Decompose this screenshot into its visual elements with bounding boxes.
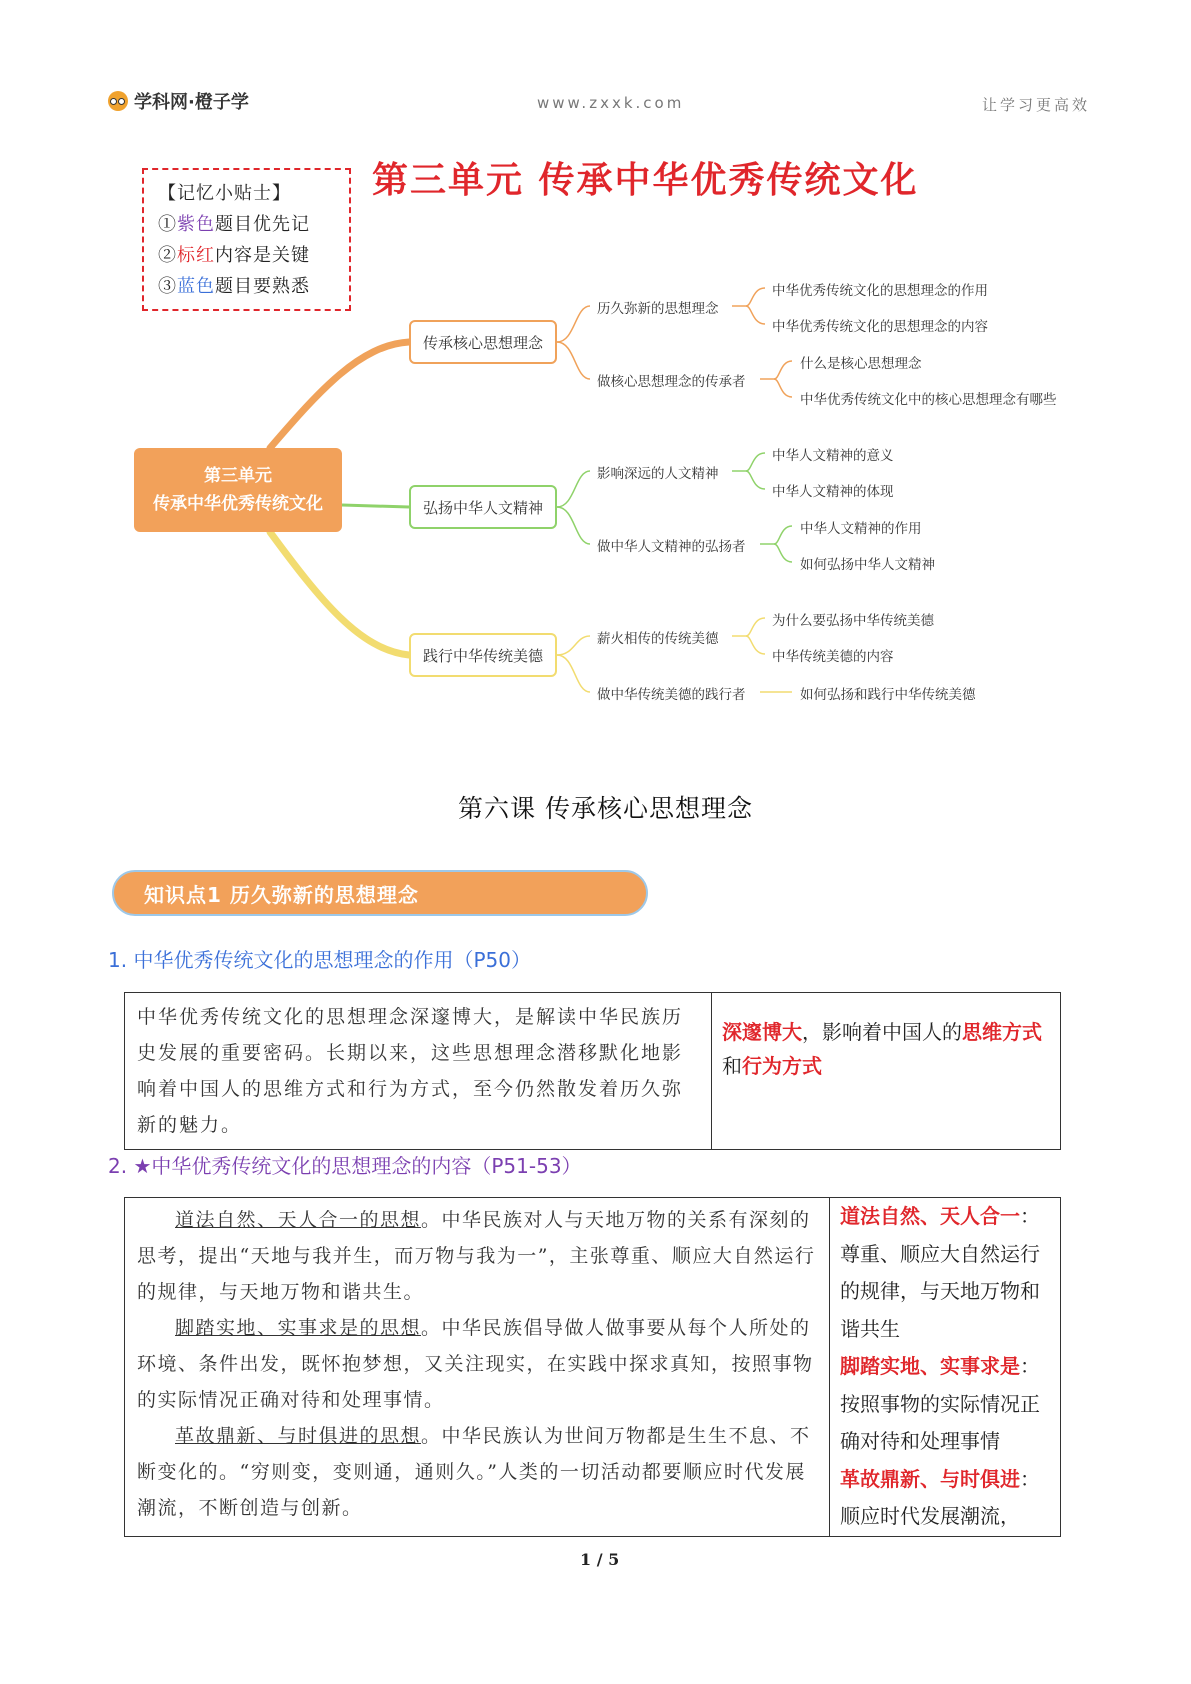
mindmap-branch-1: 传承核心思想理念 xyxy=(409,320,557,364)
memory-tip-1: ①紫色题目优先记 xyxy=(158,214,310,235)
mindmap-leaf: 如何弘扬中华人文精神 xyxy=(800,557,935,573)
site-url[interactable]: www.zxxk.com xyxy=(537,94,685,112)
section-1-summary: 深邃博大，影响着中国人的思维方式和行为方式 xyxy=(712,993,1061,1150)
mindmap-sub: 做核心思想理念的传承者 xyxy=(597,374,746,390)
mindmap-sub: 做中华传统美德的践行者 xyxy=(597,687,746,703)
mindmap-leaf: 中华人文精神的意义 xyxy=(772,448,894,464)
section-2-table xyxy=(124,1197,1061,1537)
memory-tips-heading: 【记忆小贴士】 xyxy=(158,183,291,204)
paragraph: 道法自然、天人合一的思想。中华民族对人与天地万物的关系有深刻的思考，提出“天地与我并生，而万物与我为一”，主张尊重、顺应大自然运行的规律，与天地万物和谐共生。 xyxy=(137,1209,816,1303)
mindmap-sub: 薪火相传的传统美德 xyxy=(597,631,719,647)
page-number: 1 / 5 xyxy=(580,1550,620,1569)
memory-tip-2: ②标红内容是关键 xyxy=(158,245,310,266)
mindmap-sub: 做中华人文精神的弘扬者 xyxy=(597,539,746,555)
paragraph: 革故鼎新、与时俱进的思想。中华民族认为世间万物都是生生不息、不断变化的。“穷则变，变则通，通则久。”人类的一切活动都要顺应时代发展潮流，不断创造与创新。 xyxy=(137,1425,811,1519)
mindmap-leaf: 中华人文精神的作用 xyxy=(800,521,922,537)
summary-item: 道法自然、天人合一：尊重、顺应大自然运行的规律，与天地万物和谐共生 xyxy=(840,1204,1040,1341)
mindmap-leaf: 如何弘扬和践行中华传统美德 xyxy=(800,687,976,703)
section-2-heading: 2. ★中华优秀传统文化的思想理念的内容（P51-53） xyxy=(108,1154,582,1178)
mindmap-root: 第三单元 传承中华优秀传统文化 xyxy=(134,448,342,532)
logo-text: 学科网·橙子学 xyxy=(134,92,249,113)
unit-title: 第三单元 传承中华优秀传统文化 xyxy=(372,160,919,201)
knowledge-point-banner: 知识点1 历久弥新的思想理念 xyxy=(112,870,648,916)
mindmap-sub: 影响深远的人文精神 xyxy=(597,466,719,482)
section-1-heading: 1. 中华优秀传统文化的思想理念的作用（P50） xyxy=(108,948,531,972)
mindmap-connectors xyxy=(0,0,1191,720)
mindmap-leaf: 什么是核心思想理念 xyxy=(800,356,922,372)
mindmap-leaf: 为什么要弘扬中华传统美德 xyxy=(772,613,934,629)
lesson-title: 第六课 传承核心思想理念 xyxy=(458,794,753,823)
mindmap-leaf: 中华优秀传统文化的思想理念的内容 xyxy=(772,319,988,335)
mindmap-branch-2: 弘扬中华人文精神 xyxy=(409,485,557,529)
slogan: 让学习更高效 xyxy=(982,96,1091,114)
mindmap-branch-3: 践行中华传统美德 xyxy=(409,633,557,677)
mindmap-leaf: 中华优秀传统文化中的核心思想理念有哪些 xyxy=(800,392,1057,408)
section-1-table xyxy=(124,992,1061,1150)
section-2-body xyxy=(125,1198,830,1537)
mindmap-leaf: 中华人文精神的体现 xyxy=(772,484,894,500)
summary-item: 脚踏实地、实事求是：按照事物的实际情况正确对待和处理事情 xyxy=(840,1354,1040,1453)
section-2-summary xyxy=(830,1198,1061,1537)
section-1-body: 中华优秀传统文化的思想理念深邃博大，是解读中华民族历史发展的重要密码。长期以来，这些思想理念潜移默化地影响着中国人的思维方式和行为方式，至今仍然散发着历久弥新的魅力。 xyxy=(125,993,712,1150)
memory-tip-3: ③蓝色题目要熟悉 xyxy=(158,276,310,297)
paragraph: 脚踏实地、实事求是的思想。中华民族倡导做人做事要从每个人所处的环境、条件出发，既怀抱梦想，又关注现实，在实践中探求真知，按照事物的实际情况正确对待和处理事情。 xyxy=(137,1317,814,1411)
mindmap-sub: 历久弥新的思想理念 xyxy=(597,301,719,317)
summary-item: 革故鼎新、与时俱进：顺应时代发展潮流， xyxy=(840,1466,1040,1528)
mindmap-leaf: 中华传统美德的内容 xyxy=(772,649,894,665)
mindmap-leaf: 中华优秀传统文化的思想理念的作用 xyxy=(772,283,988,299)
